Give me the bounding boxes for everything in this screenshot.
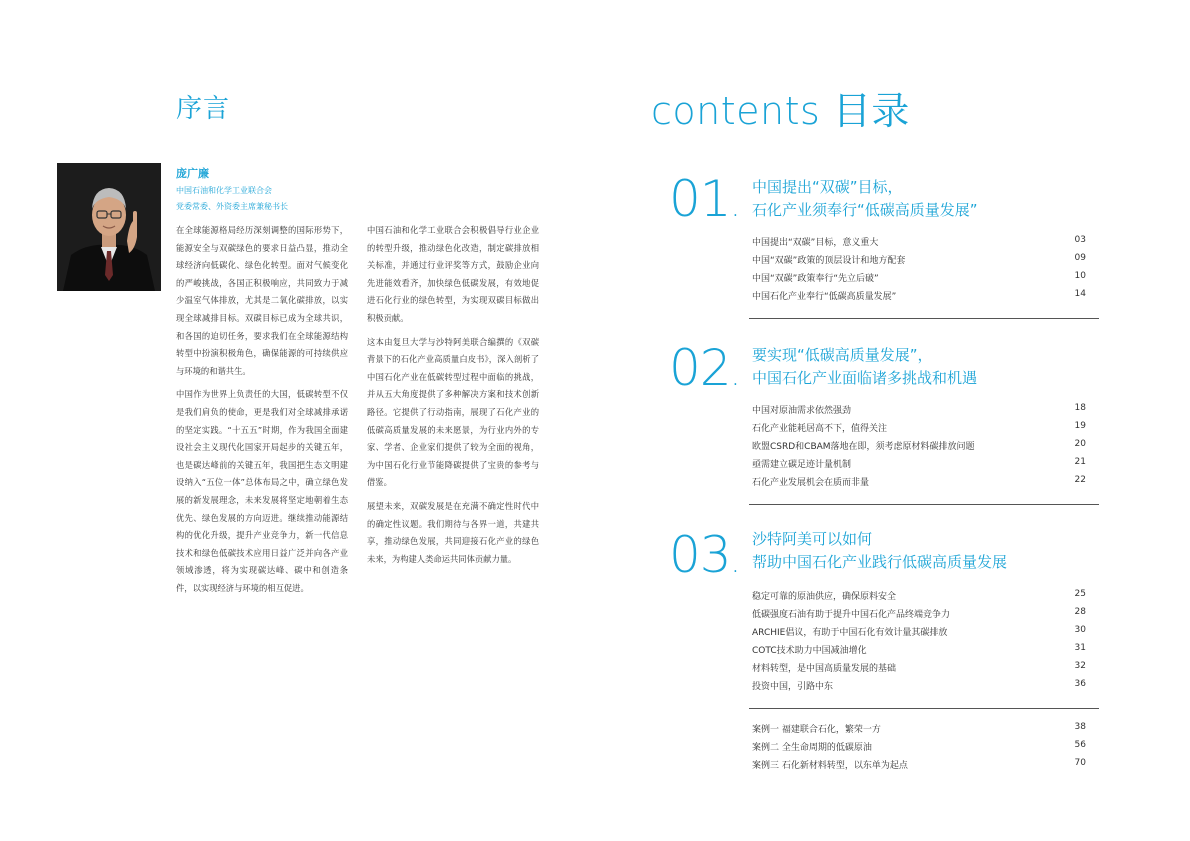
toc-entry[interactable]: 材料转型，是中国高质量发展的基础 32 — [752, 661, 1086, 674]
section-number: 02. — [669, 339, 740, 397]
toc-entry[interactable]: 石化产业能耗居高不下，值得关注 19 — [752, 421, 1086, 434]
toc-entry[interactable]: 欧盟CSRD和CBAM落地在即，须考虑原材料碳排放问题 20 — [752, 439, 1086, 452]
section-divider — [749, 504, 1099, 505]
preface-column-2 — [367, 222, 539, 574]
case-entry[interactable]: 案例一 福建联合石化，繁荣一方 38 — [752, 722, 1086, 735]
section-heading: 沙特阿美可以如何 帮助中国石化产业践行低碳高质量发展 — [752, 530, 1008, 571]
toc-entry[interactable]: ARCHIE倡议，有助于中国石化有效计量其碳排放 30 — [752, 625, 1086, 638]
author-name: 庞广廉 — [176, 167, 209, 180]
author-title: 党委常委、外资委主席兼秘书长 — [176, 202, 288, 211]
preface-title: 序言 — [176, 94, 231, 124]
toc-entry[interactable]: 投资中国，引路中东 36 — [752, 679, 1086, 692]
case-entry[interactable]: 案例二 全生命周期的低碳原油 56 — [752, 740, 1086, 753]
preface-column-1 — [176, 222, 348, 603]
toc-entry[interactable]: 中国“双碳”政策奉行“先立后破” 10 — [752, 271, 1086, 284]
section-heading: 中国提出“双碳”目标， 石化产业须奉行“低碳高质量发展” — [752, 178, 978, 219]
section-divider — [749, 318, 1099, 319]
toc-entry[interactable]: 低碳强度石油有助于提升中国石化产品终端竞争力 28 — [752, 607, 1086, 620]
author-org: 中国石油和化学工业联合会 — [176, 186, 272, 195]
toc-entry[interactable]: 亟需建立碳足迹计量机制 21 — [752, 457, 1086, 470]
preface-paragraph: 这本由复旦大学与沙特阿美联合编撰的《双碳背景下的石化产业高质量白皮书》，深入剖析了中国石化产业在低碳转型过程中面临的挑战，并从五大角度提供了多种解决方案和技术创新路径。它提供了行动指南，展现了石化产业的低碳高质量发展的未来愿景，为行业内外的专家、学者、企业家们提供了较为全面的视角，为中国石化行业节能降碳提供了宝贵的参考与借鉴。 — [367, 336, 539, 488]
toc-entry[interactable]: 中国对原油需求依然强劲 18 — [752, 403, 1086, 416]
toc-entry[interactable]: 中国“双碳”政策的顶层设计和地方配套 09 — [752, 253, 1086, 266]
section-heading: 要实现“低碳高质量发展”， 中国石化产业面临诸多挑战和机遇 — [752, 346, 978, 387]
section-divider — [749, 708, 1099, 709]
preface-paragraph: 在全球能源格局经历深刻调整的国际形势下，能源安全与双碳绿色的要求日益凸显，推动全球经济向低碳化、绿色化转型。面对气候变化的严峻挑战，各国正积极响应，共同致力于减少温室气体排放，尤其是二氧化碳排放，以实现全球减排目标。双碳目标已成为全球共识，和各国的迫切任务，要求我们在全球能源结构转型中扮演积极角色，确保能源的可持续供应与环境的和谐共生。 — [176, 225, 348, 376]
preface-paragraph: 中国作为世界上负责任的大国，低碳转型不仅是我们肩负的使命，更是我们对全球减排承诺的坚定实践。“十五五”时期，作为我国全面建设社会主义现代化国家开局起步的关键五年，也是碳达峰前的关键五年，我国把生态文明建设纳入“五位一体”总体布局之中，确立绿色发展的新发展理念，未来发展将坚定地朝着生态优先、绿色发展的方向迈进。继续推动能源结构的优化升级，提升产业竞争力，新一代信息技术和绿色低碳技术应用日益广泛并向各产业领域渗透，将为实现碳达峰、碳中和创造条件，以实现经济与环境的相互促进。 — [176, 389, 348, 593]
section-number: 01. — [669, 170, 740, 228]
section-number: 03. — [669, 526, 740, 584]
preface-paragraph: 中国石油和化学工业联合会积极倡导行业企业的转型升级，推动绿色化改造，制定碳排放相关标准，并通过行业评奖等方式，鼓励企业向先进能效看齐，加快绿色低碳发展，有效地促进石化行业的绿色转型，为实现双碳目标做出积极贡献。 — [367, 225, 539, 323]
toc-entry[interactable]: 中国提出“双碳”目标，意义重大 03 — [752, 235, 1086, 248]
preface-paragraph: 展望未来，双碳发展是在充满不确定性时代中的确定性议题。我们期待与各界一道，共建共享，推动绿色发展，共同迎接石化产业的绿色未来，为构建人类命运共同体贡献力量。 — [367, 500, 539, 564]
case-entry[interactable]: 案例三 石化新材料转型，以东单为起点 70 — [752, 758, 1086, 771]
author-photo — [57, 163, 161, 291]
toc-entry[interactable]: 稳定可靠的原油供应，确保原料安全 25 — [752, 589, 1086, 602]
toc-entry[interactable]: 石化产业发展机会在质而非量 22 — [752, 475, 1086, 488]
toc-entry[interactable]: COTC技术助力中国减油增化 31 — [752, 643, 1086, 656]
contents-title: contents 目录 — [651, 89, 910, 133]
toc-entry[interactable]: 中国石化产业奉行“低碳高质量发展” 14 — [752, 289, 1086, 302]
